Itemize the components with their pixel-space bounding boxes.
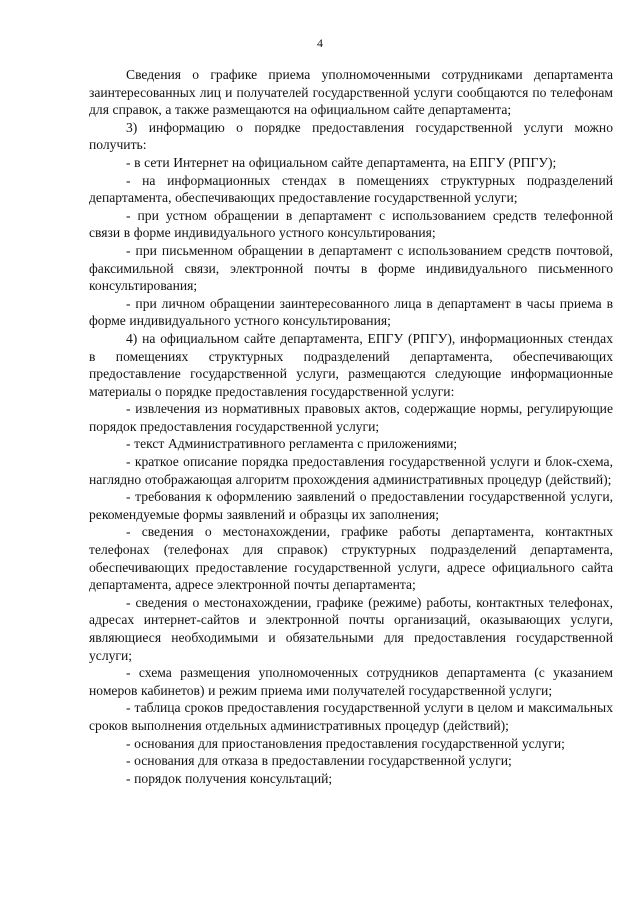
paragraph-organization-contacts: - сведения о местонахождении, графике (режиме) работы, контактных телефонах, адресах интернет-сайтов и электронной почты организаций, оказывающих услуги, являющиеся необходимыми и обязательными для предоставления государственной услуги; [89, 594, 613, 663]
paragraph-legal-extracts: - извлечения из нормативных правовых актов, содержащие нормы, регулирующие порядок предоставления государственной услуги; [89, 401, 613, 434]
paragraph-schedule-info: Сведения о графике приема уполномоченными сотрудниками департамента заинтересованных лиц и получателей государственной услуги сообщаются по телефонам для справок, а также размещаются на официальном сайте департамента; [89, 67, 613, 118]
paragraph-department-contacts: - сведения о местонахождении, графике работы департамента, контактных телефонах (телефонах для справок) структурных подразделений департамента, обеспечивающих предоставление государственной услуги, адресе официального сайта департамента, адресе электронной почты департамента; [89, 524, 613, 593]
page-number: 4 [317, 36, 323, 50]
paragraph-item-4-intro: 4) на официальном сайте департамента, ЕПГУ (РПГУ), информационных стендах в помещениях структурных подразделений департамента, обеспечивающих предоставление государственной услуги, размещаются следующие информационные материалы о порядке предоставления государственной услуги: [89, 330, 613, 399]
paragraph-suspension-grounds: - основания для приостановления предоставления государственной услуги; [126, 735, 565, 751]
paragraph-regulation-text: - текст Административного регламента с приложениями; [126, 436, 458, 452]
paragraph-phone-inquiry: - при устном обращении в департамент с использованием средств телефонной связи в форме индивидуального устного консультирования; [89, 207, 613, 241]
paragraph-deadlines-table: - таблица сроков предоставления государственной услуги в целом и максимальных сроков выполнения отдельных административных процедур (действий); [89, 700, 613, 733]
paragraph-refusal-grounds: - основания для отказа в предоставлении государственной услуги; [126, 753, 512, 769]
paragraph-written-inquiry: - при письменном обращении в департамент с использованием средств почтовой, факсимильной связи, электронной почты в форме индивидуального письменного консультирования; [89, 242, 613, 294]
paragraph-personal-visit: - при личном обращении заинтересованного лица в департамент в часы приема в форме индивидуального устного консультирования; [89, 295, 613, 329]
paragraph-info-stands: - на информационных стендах в помещениях структурных подразделений департамента, обеспечивающих предоставление государственной услуги; [89, 172, 613, 206]
paragraph-consultation-order: - порядок получения консультаций; [126, 770, 333, 786]
paragraph-item-3-intro: 3) информацию о порядке предоставления государственной услуги можно получить: [89, 119, 613, 153]
paragraph-staff-placement: - схема размещения уполномоченных сотрудников департамента (с указанием номеров кабинетов) и режим приема ими получателей государственной услуги; [89, 665, 613, 698]
paragraph-application-requirements: - требования к оформлению заявлений о предоставлении государственной услуги, рекомендуемые формы заявлений и образцы их заполнения; [89, 489, 613, 522]
document-body [89, 66, 613, 787]
paragraph-internet: - в сети Интернет на официальном сайте департамента, на ЕПГУ (РПГУ); [126, 154, 557, 170]
paragraph-procedure-summary: - краткое описание порядка предоставления государственной услуги и блок-схема, наглядно отображающая алгоритм прохождения административных процедур (действий); [89, 454, 613, 487]
